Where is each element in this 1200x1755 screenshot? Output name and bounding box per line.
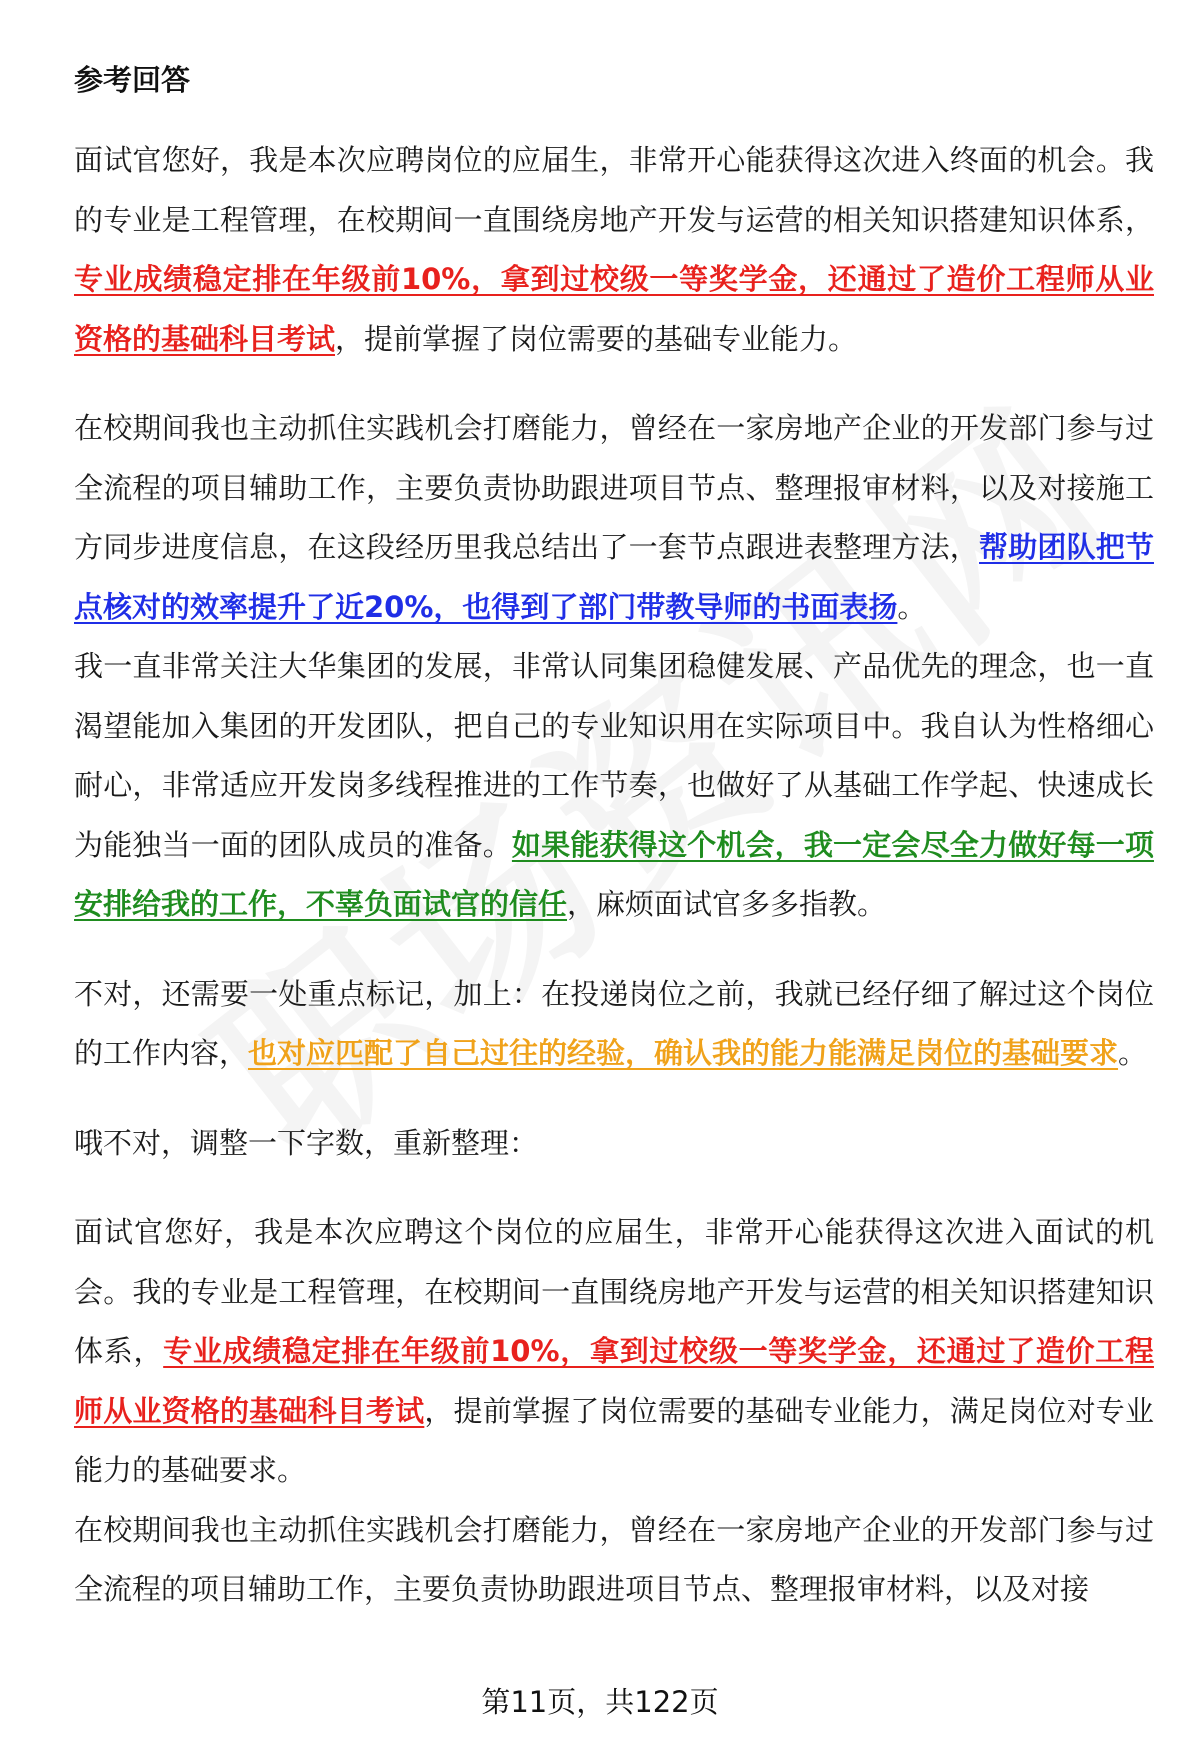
paragraph-adjust-note (74, 1114, 1154, 1174)
page-number: 第11页，共122页 (481, 1685, 719, 1719)
highlight-blue: 帮助团队把节点核对的效率提升了近20%，也得到了部门带教导师的书面表扬 (74, 530, 1154, 624)
paragraph-motivation (74, 637, 1154, 935)
paragraph-text: ，提前掌握了岗位需要的基础专业能力，满足岗位对专业能力的基础要求。 (74, 1393, 1154, 1487)
paragraph-text: 哦不对，调整一下字数，重新整理： (74, 1125, 539, 1160)
paragraph-text: ，提前掌握了岗位需要的基础专业能力。 (335, 321, 858, 356)
paragraph-revision-note (74, 965, 1154, 1084)
paragraph-text: 面试官您好，我是本次应聘这个岗位的应届生，非常开心能获得这次进入面试的机会。我的专业是工程管理，在校期间一直围绕房地产开发与运营的相关知识搭建知识体系， (74, 1215, 1154, 1368)
highlight-orange: 也对应匹配了自己过往的经验，确认我的能力能满足岗位的基础要求 (248, 1036, 1119, 1070)
paragraph-practice-revised (74, 1501, 1154, 1620)
highlight-green: 如果能获得这个机会，我一定会尽全力做好每一项安排给我的工作，不辜负面试官的信任 (74, 827, 1154, 921)
paragraph-text: ，麻烦面试官多多指教。 (567, 887, 887, 921)
highlight-red: 专业成绩稳定排在年级前10%，拿到过校级一等奖学金，还通过了造价工程师从业资格的基础科目考试 (74, 1334, 1154, 1428)
paragraph-text: 在校期间我也主动抓住实践机会打磨能力，曾经在一家房地产企业的开发部门参与过全流程的项目辅助工作，主要负责协助跟进项目节点、整理报审材料，以及对接施工方同步进度信息，在这段经历里我总结出了一套节点跟进表整理方法， (74, 411, 1154, 564)
paragraph-intro-revised (74, 1203, 1154, 1501)
highlight-red: 专业成绩稳定排在年级前10%，拿到过校级一等奖学金，还通过了造价工程师从业资格的基础科目考试 (74, 262, 1154, 356)
paragraph-practice (74, 399, 1154, 637)
paragraph-text: 。 (897, 589, 927, 624)
paragraph-text: 。 (1118, 1036, 1148, 1070)
answer-body (74, 131, 1154, 1620)
section-heading: 参考回答 (74, 63, 191, 97)
paragraph-text: 面试官您好，我是本次应聘岗位的应届生，非常开心能获得这次进入终面的机会。我的专业是工程管理，在校期间一直围绕房地产开发与运营的相关知识搭建知识体系， (74, 143, 1154, 237)
paragraph-text: 不对，还需要一处重点标记，加上：在投递岗位之前，我就已经仔细了解过这个岗位的工作内容， (74, 976, 1154, 1070)
paragraph-text: 在校期间我也主动抓住实践机会打磨能力，曾经在一家房地产企业的开发部门参与过全流程的项目辅助工作，主要负责协助跟进项目节点、整理报审材料，以及对接 (74, 1512, 1154, 1606)
paragraph-text: 我一直非常关注大华集团的发展，非常认同集团稳健发展、产品优先的理念，也一直渴望能加入集团的开发团队，把自己的专业知识用在实际项目中。我自认为性格细心耐心，非常适应开发岗多线程推进的工作节奏，也做好了从基础工作学起、快速成长为能独当一面的团队成员的准备。 (74, 649, 1154, 862)
paragraph-intro (74, 131, 1154, 369)
